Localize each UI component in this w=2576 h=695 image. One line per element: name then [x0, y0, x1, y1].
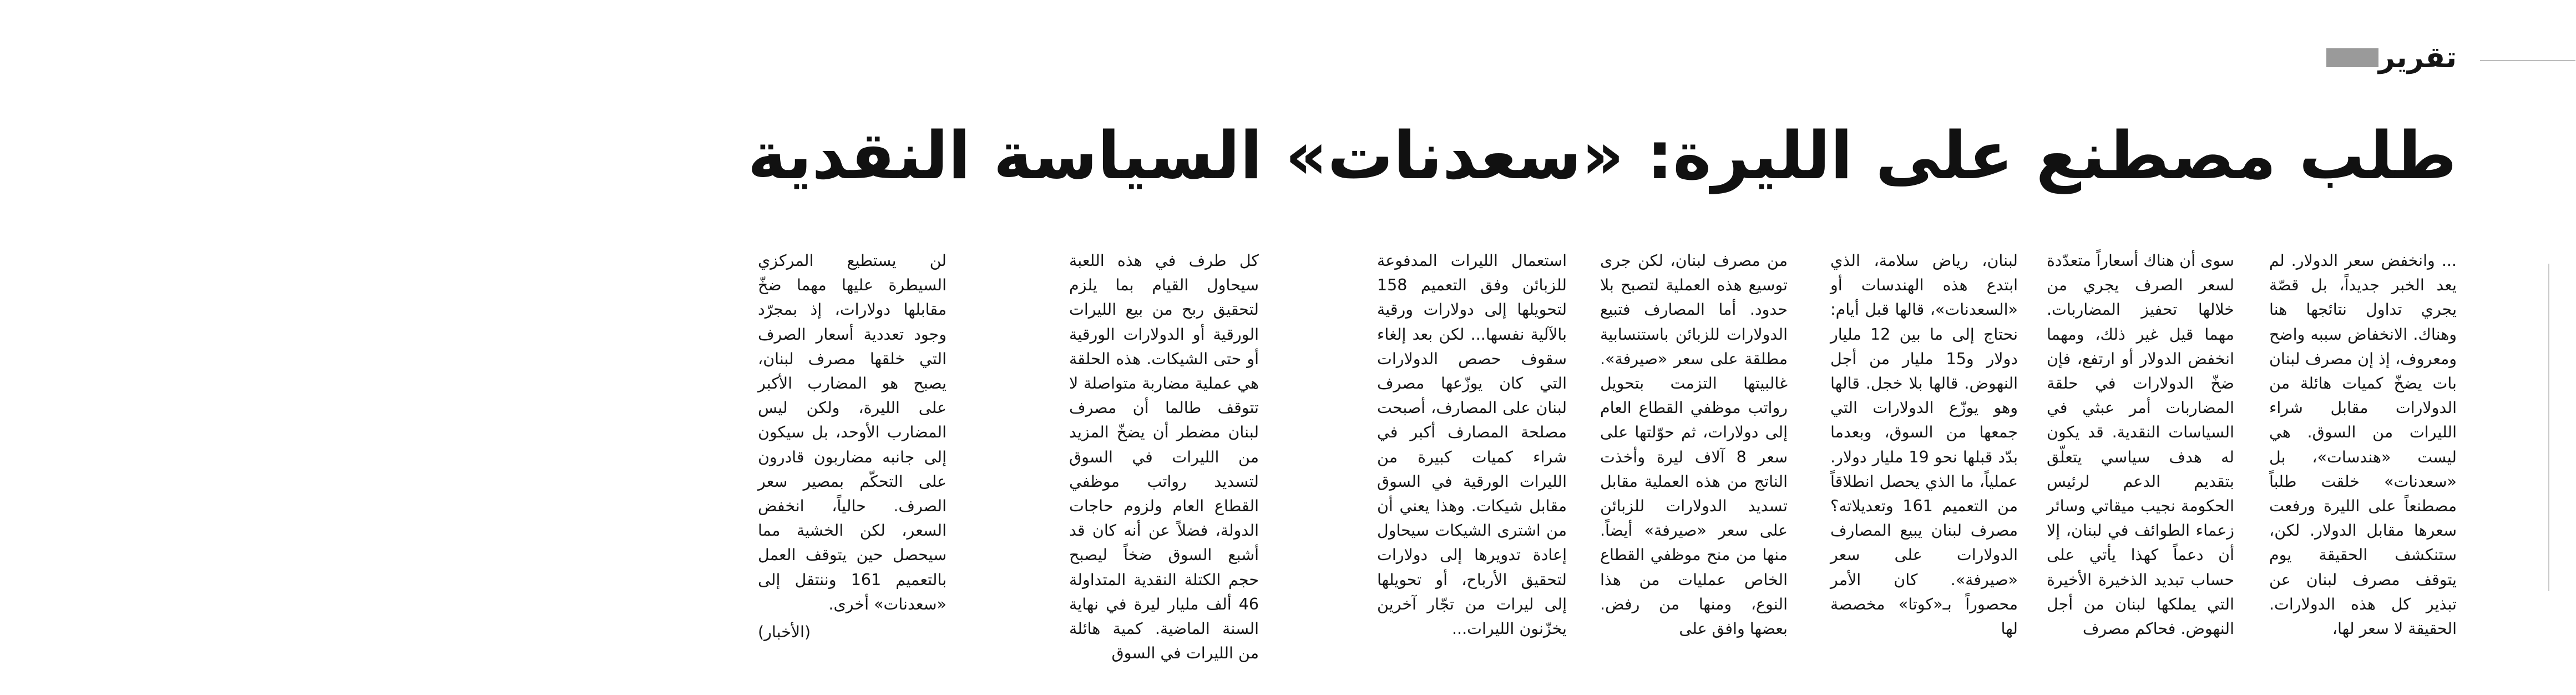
column-text: ... وانخفض سعر الدولار. لم يعد الخبر جديداً، بل قصّة يجري تداول نتائجها هنا وهناك. الانخفاض سببه واضح ومعروف، إذ إن مصرف لبنان بات يضخّ كميات هائلة من الدولارات مقابل شراء الليرات من السوق. هي ليست «هندسات»، بل «سعدنات» خلقت طلباً مصطنعاً على الليرة ورفعت سعرها مقابل الدولار. لكن، ستنكشف الحقيقة يوم يتوقف مصرف لبنان عن تبذير كل هذه الدولارات. الحقيقة لا سعر لها، [2269, 251, 2457, 638]
kicker-bar [2326, 48, 2378, 67]
column-text: استعمال الليرات المدفوعة للزبائن وفق التعميم 158 لتحويلها إلى دولارات ورقية بالآلية نفسها... لكن بعد إلغاء سقوف حصص الدولارات التي كان يوزّعها مصرف لبنان على المصارف، أصبحت مصلحة المصارف أكبر في شراء كميات كبيرة من الليرات الورقية في السوق مقابل شيكات. وهذا يعني أن من اشترى الشيكات سيحاول إعادة تدويرها إلى دولارات لتحقيق الأرباح، أو تحويلها إلى ليرات من تجّار آخرين يخزّنون الليرات... [1377, 251, 1567, 638]
article-column-3 [1830, 249, 2018, 638]
article-column-6 [1069, 249, 1259, 663]
article-column-5 [1377, 249, 1567, 638]
header-rule [2480, 60, 2575, 61]
article-signature: (الأخبار) [758, 623, 811, 642]
article-column-7 [758, 249, 947, 642]
page-edge-line [2548, 264, 2549, 591]
column-text: من مصرف لبنان، لكن جرى توسيع هذه العملية لتصبح بلا حدود. أما المصارف فتبيع الدولارات للزبائن باستنسابية مطلقة على سعر «صيرفة». غالبيتها التزمت بتحويل رواتب موظفي القطاع العام إلى دولارات، ثم حوّلتها على سعر 8 آلاف ليرة وأخذت الناتج من هذه العملية مقابل تسديد الدولارات للزبائن على سعر «صيرفة» أيضاً. منها من منح موظفي القطاع الخاص عمليات من هذا النوع، ومنها من رفض. بعضها وافق على [1600, 251, 1788, 638]
article-column-4 [1600, 249, 1788, 638]
column-text: لبنان، رياض سلامة، الذي ابتدع هذه الهندسات أو «السعدنات»، قالها قبل أيام: نحتاج إلى ما بين 12 مليار دولار و15 مليار من أجل النهوض. قالها بلا خجل. قالها وهو يوزّع الدولارات التي جمعها من السوق، وبعدما بدّد قبلها نحو 19 مليار دولار. عملياً، ما الذي يحصل انطلاقاً من التعميم 161 وتعديلاته؟ مصرف لبنان يبيع المصارف الدولارات على سعر «صيرفة». كان الأمر محصوراً بـ«كوتا» مخصصة لها [1830, 251, 2018, 638]
section-kicker [2316, 43, 2457, 72]
section-label: تقرير [2378, 41, 2457, 74]
article-headline: طلب مصطنع على الليرة: «سعدنات» السياسة النقدية [747, 117, 2457, 194]
column-text: سوى أن هناك أسعاراً متعدّدة لسعر الصرف يجري من خلالها تحفيز المضاربات. مهما قيل غير ذلك، ومهما انخفض الدولار أو ارتفع، فإن ضخّ الدولارات في حلقة المضاربات أمر عبثي في السياسات النقدية. قد يكون له هدف سياسي يتعلّق بتقديم الدعم لرئيس الحكومة نجيب ميقاتي وسائر زعماء الطوائف في لبنان، إلا أن دعماً كهذا يأتي على حساب تبديد الذخيرة الأخيرة التي يملكها لبنان من أجل النهوض. فحاكم مصرف [2047, 251, 2234, 638]
column-text: كل طرف في هذه اللعبة سيحاول القيام بما يلزم لتحقيق ربح من بيع الليرات الورقية أو الدولارات الورقية أو حتى الشيكات. هذه الحلقة هي عملية مضاربة متواصلة لا تتوقف طالما أن مصرف لبنان مضطر أن يضخّ المزيد من الليرات في السوق لتسديد رواتب موظفي القطاع العام ولزوم حاجات الدولة، فضلاً عن أنه كان قد أشبع السوق ضخاً ليصبح حجم الكتلة النقدية المتداولة 46 ألف مليار ليرة في نهاية السنة الماضية. كمية هائلة من الليرات في السوق [1069, 251, 1259, 663]
article-column-2 [2047, 249, 2234, 638]
column-text: لن يستطيع المركزي السيطرة عليها مهما ضخّ مقابلها دولارات، إذ بمجرّد وجود تعددية أسعار الصرف التي خلقها مصرف لبنان، يصبح هو المضارب الأكبر على الليرة، ولكن ليس المضارب الأوحد، بل سيكون إلى جانبه مضاربون قادرون على التحكّم بمصير سعر الصرف. حالياً، انخفض السعر، لكن الخشية مما سيحصل حين يتوقف العمل بالتعميم 161 وننتقل إلى «سعدنات» أخرى. [758, 251, 947, 613]
article-column-1 [2269, 249, 2457, 638]
